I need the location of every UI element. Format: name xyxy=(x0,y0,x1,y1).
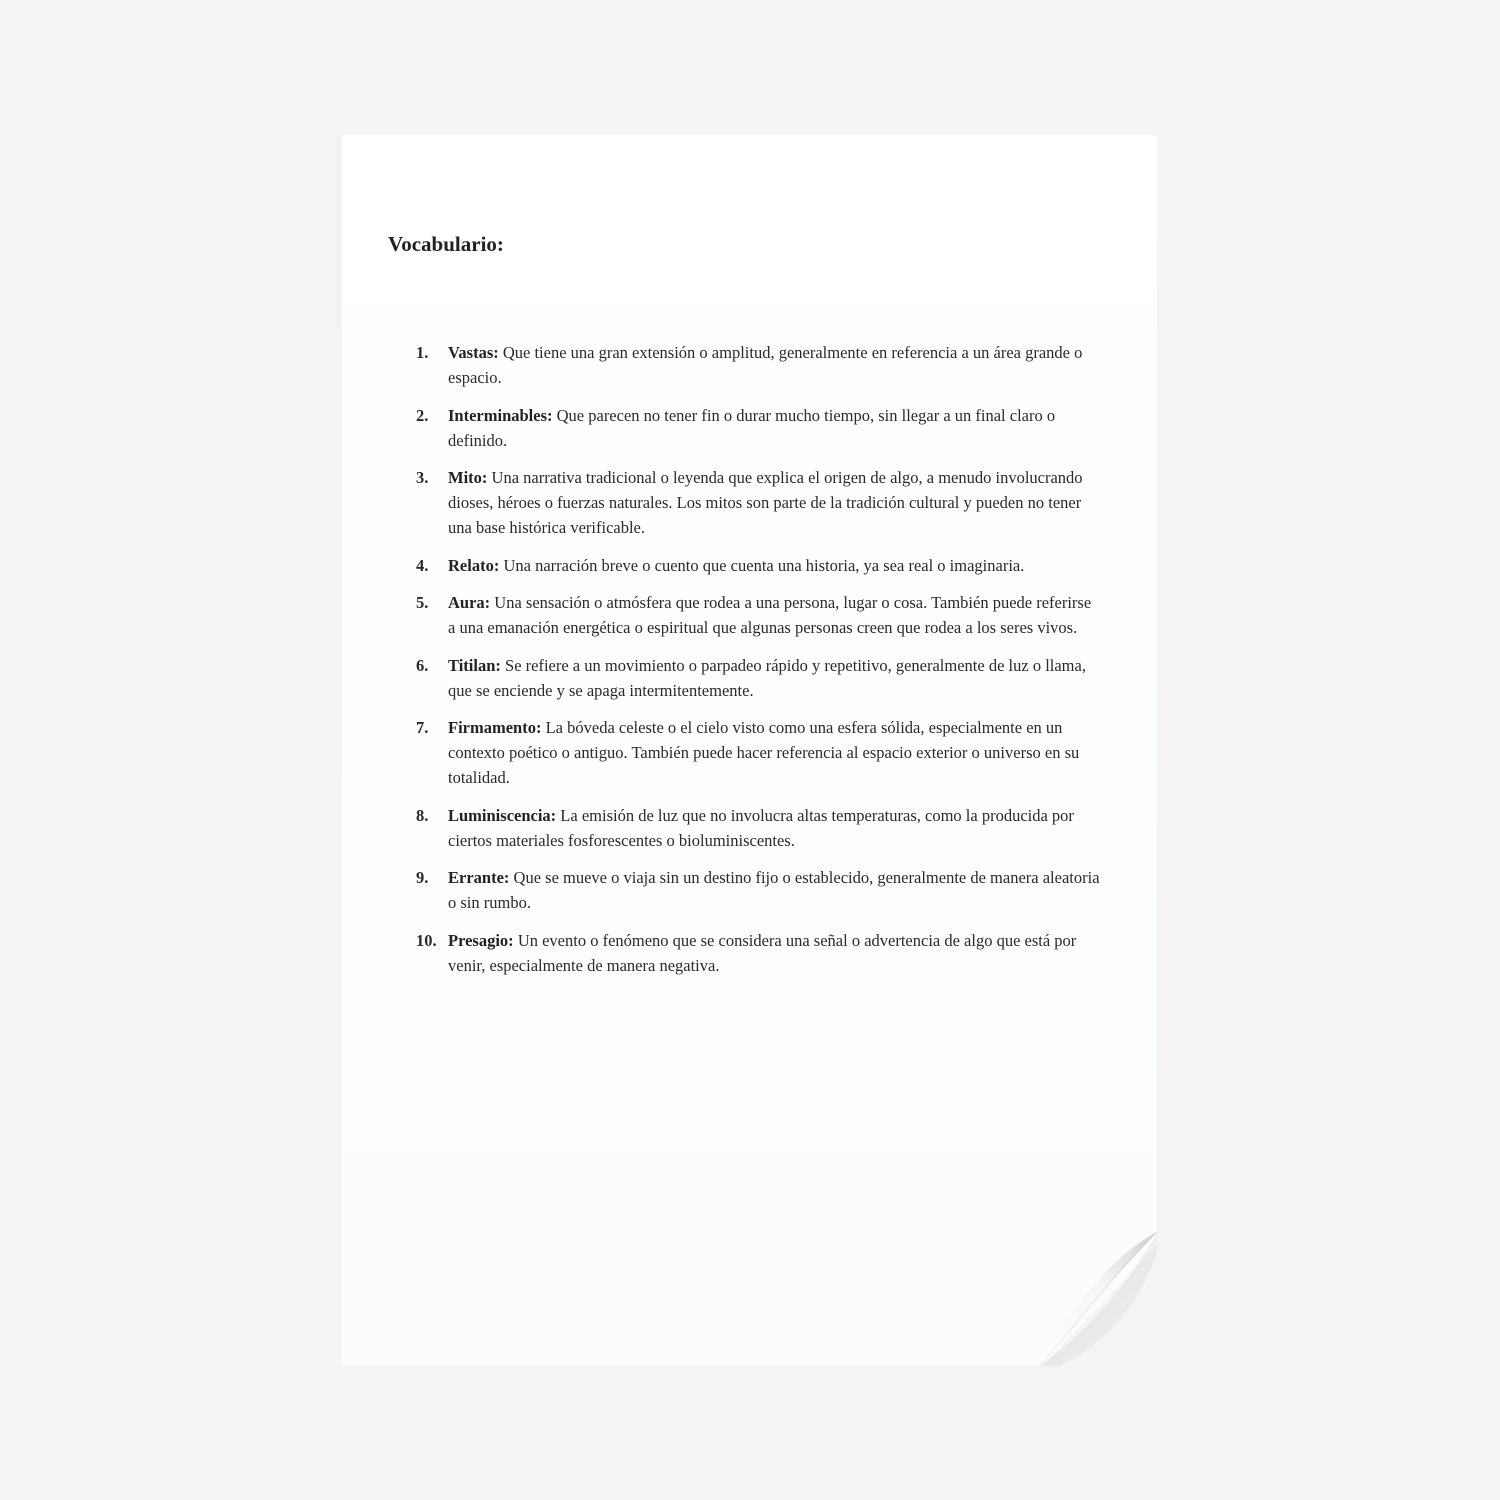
list-item xyxy=(412,553,1102,578)
list-item xyxy=(412,465,1102,540)
vocab-term: Relato: xyxy=(448,555,500,575)
item-number: 7. xyxy=(416,718,429,737)
list-item xyxy=(412,653,1102,703)
vocab-term: Luminiscencia: xyxy=(448,805,557,825)
list-item xyxy=(412,928,1102,978)
vocab-term: Interminables: xyxy=(448,405,553,425)
item-number: 5. xyxy=(416,593,429,612)
vocab-term: Aura: xyxy=(448,593,491,612)
vocab-definition: Una narración breve o cuento que cuenta una historia, ya sea real o imaginaria. xyxy=(503,555,1025,575)
vocab-definition: La bóveda celeste o el cielo visto como una esfera sólida, especialmente en un contexto poético o antiguo. También puede hacer referencia al espacio exterior o universo en su totalidad. xyxy=(448,718,1080,787)
vocab-definition: La emisión de luz que no involucra altas temperaturas, como la producida por ciertos materiales fosforescentes o bioluminiscentes. xyxy=(448,805,1074,850)
item-number: 3. xyxy=(416,468,429,487)
list-item xyxy=(412,715,1102,790)
vocab-definition: Un evento o fenómeno que se considera una señal o advertencia de algo que está por venir, especialmente de manera negativa. xyxy=(448,930,1077,975)
vocab-definition: Que parecen no tener fin o durar mucho tiempo, sin llegar a un final claro o definido. xyxy=(448,405,1056,450)
vocabulary-list xyxy=(412,340,1102,990)
vocab-definition: Una narrativa tradicional o leyenda que explica el origen de algo, a menudo involucrando dioses, héroes o fuerzas naturales. Los mitos son parte de la tradición cultural y pueden no tener una base histórica verificable. xyxy=(448,468,1083,537)
vocab-term: Titilan: xyxy=(448,655,501,675)
item-number: 10. xyxy=(416,930,437,950)
vocab-term: Presagio: xyxy=(448,930,514,950)
document-title: Vocabulario: xyxy=(388,232,504,256)
item-number: 1. xyxy=(416,343,429,362)
vocab-term: Vastas: xyxy=(448,343,499,362)
list-item xyxy=(412,340,1102,390)
vocab-term: Firmamento: xyxy=(448,718,542,737)
item-number: 8. xyxy=(416,805,429,825)
list-item xyxy=(412,590,1102,640)
vocab-term: Mito: xyxy=(448,468,488,487)
list-item xyxy=(412,403,1102,453)
vocab-definition: Se refiere a un movimiento o parpadeo rápido y repetitivo, generalmente de luz o llama, que se enciende y se apaga intermitentemente. xyxy=(448,655,1086,700)
list-item xyxy=(412,865,1102,915)
vocab-term: Errante: xyxy=(448,868,510,887)
vocab-definition: Que se mueve o viaja sin un destino fijo o establecido, generalmente de manera aleatoria o sin rumbo. xyxy=(448,868,1100,912)
item-number: 6. xyxy=(416,655,429,675)
item-number: 9. xyxy=(416,868,429,887)
item-number: 2. xyxy=(416,405,429,425)
list-item xyxy=(412,803,1102,853)
item-number: 4. xyxy=(416,555,429,575)
vocab-definition: Que tiene una gran extensión o amplitud, generalmente en referencia a un área grande o espacio. xyxy=(448,343,1083,387)
vocab-definition: Una sensación o atmósfera que rodea a una persona, lugar o cosa. También puede referirse a una emanación energética o espiritual que algunas personas creen que rodea a los seres vivos. xyxy=(448,593,1092,637)
